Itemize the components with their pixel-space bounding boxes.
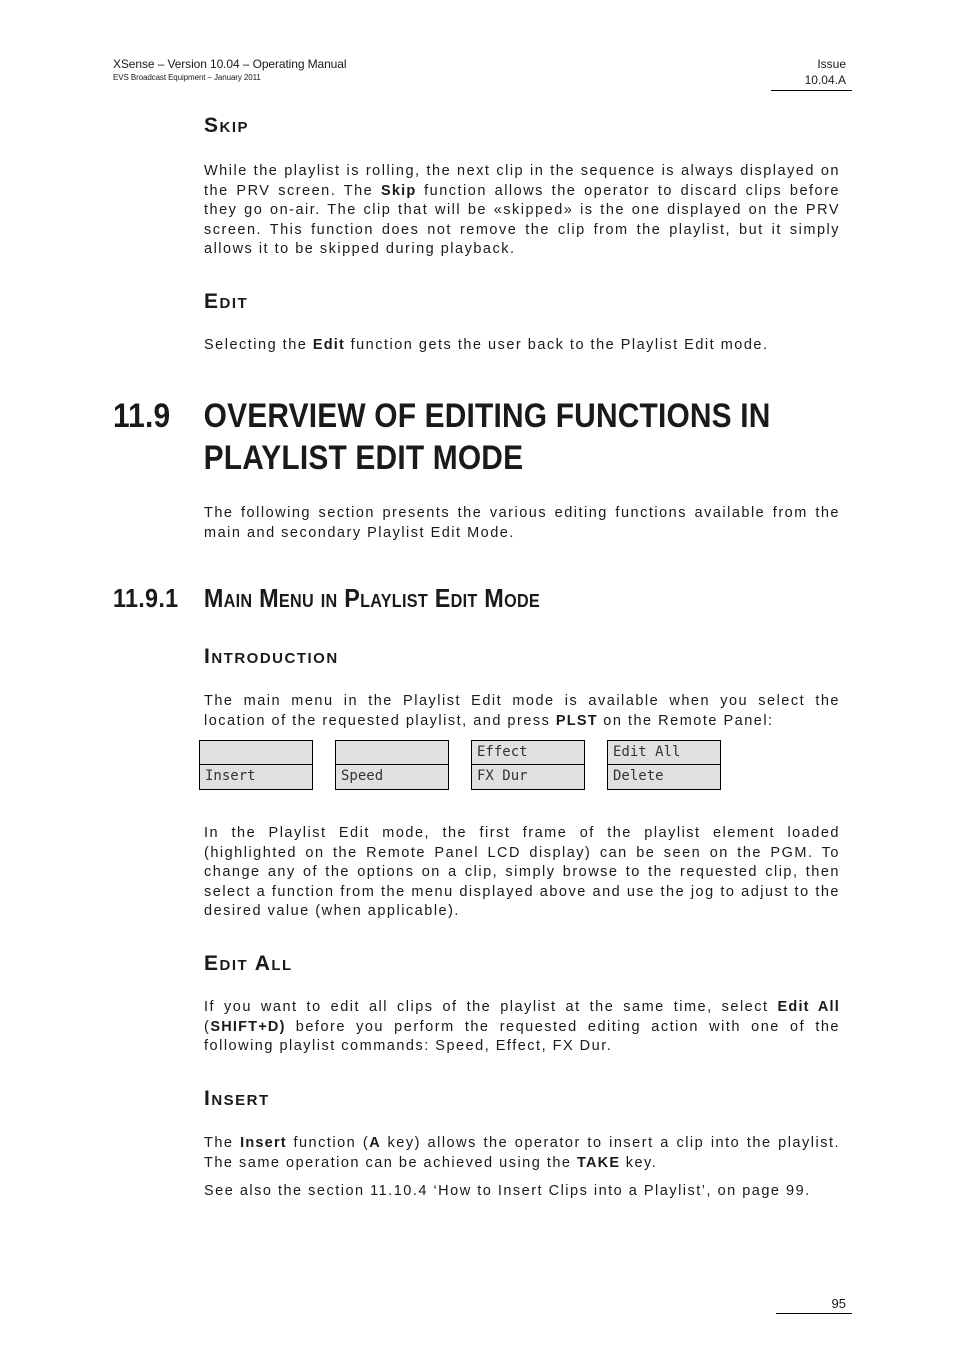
page-header-right <box>805 57 846 87</box>
paragraph-playlist-edit-mode: In the Playlist Edit mode, the first frame of the playlist element loaded (highlighted on the Remote Panel LCD display) can be seen on the PGM. To change any of the options on a clip, simply browse to the requested clip, then select a function from the menu displayed above and use the jog to adjust to the desired value (when applicable). <box>204 825 840 919</box>
lcd-cell-top <box>200 741 312 765</box>
heading-edit: Edit <box>204 290 249 313</box>
page-number: 95 <box>831 1296 846 1311</box>
lcd-menu-cell-4 <box>607 740 721 790</box>
lcd-cell-top: Edit All <box>608 741 720 765</box>
heading-skip: Skip <box>204 114 250 137</box>
lcd-cell-bottom: Insert <box>205 768 256 784</box>
page-header-left <box>113 57 346 82</box>
section-title-line2: PLAYLIST EDIT MODE <box>203 439 524 477</box>
footer-rule <box>776 1313 852 1314</box>
lcd-cell-bottom: Speed <box>341 768 384 784</box>
lcd-cell-bottom: Delete <box>613 768 664 784</box>
section-title-line1: OVERVIEW OF EDITING FUNCTIONS IN <box>203 397 771 435</box>
lcd-menu-cell-1 <box>199 740 313 790</box>
lcd-cell-top <box>336 741 448 765</box>
paragraph-edit-all: If you want to edit all clips of the playlist at the same time, select Edit All (SHIFT+D) before you perform the requested editing action with one of the following playlist commands: Speed, Effect, FX Dur. <box>204 999 840 1054</box>
subsection-number: 11.9.1 <box>113 583 179 613</box>
heading-insert: Insert <box>204 1087 270 1110</box>
lcd-menu-cell-2 <box>335 740 449 790</box>
document-subtitle: EVS Broadcast Equipment – January 2011 <box>113 73 261 82</box>
issue-number: 10.04.A <box>804 73 846 87</box>
paragraph-insert: The Insert function (A key) allows the operator to insert a clip into the playlist. The same operation can be achieved using the TAKE key. <box>204 1135 840 1171</box>
section-heading <box>113 395 771 479</box>
paragraph-introduction: The main menu in the Playlist Edit mode is available when you select the location of the requested playlist, and press PLST on the Remote Panel: <box>204 693 840 729</box>
header-rule <box>771 90 852 91</box>
lcd-menu-cell-3 <box>471 740 585 790</box>
heading-introduction: Introduction <box>204 645 339 668</box>
paragraph-skip: While the playlist is rolling, the next clip in the sequence is always displayed on the PRV screen. The Skip function allows the operator to discard clips before they go on-air. The clip that will be «skipped» is the one displayed on the PRV screen. This function does not remove the clip from the playlist, but it simply allows it to be skipped during playback. <box>204 163 840 257</box>
subsection-heading <box>113 583 540 614</box>
subsection-title: Main Menu in Playlist Edit Mode <box>203 583 540 613</box>
paragraph-edit: Selecting the Edit function gets the user back to the Playlist Edit mode. <box>204 337 769 353</box>
lcd-cell-bottom: FX Dur <box>477 768 528 784</box>
heading-edit-all: Edit All <box>204 952 293 975</box>
paragraph-section-intro: The following section presents the various editing functions available from the main and secondary Playlist Edit Mode. <box>204 505 840 541</box>
lcd-cell-top: Effect <box>472 741 584 765</box>
issue-label: Issue <box>817 57 846 71</box>
paragraph-see-also: See also the section 11.10.4 ‘How to Insert Clips into a Playlist’, on page 99. <box>204 1183 811 1199</box>
document-title: XSense – Version 10.04 – Operating Manual <box>113 57 347 71</box>
section-number: 11.9 <box>113 397 171 435</box>
